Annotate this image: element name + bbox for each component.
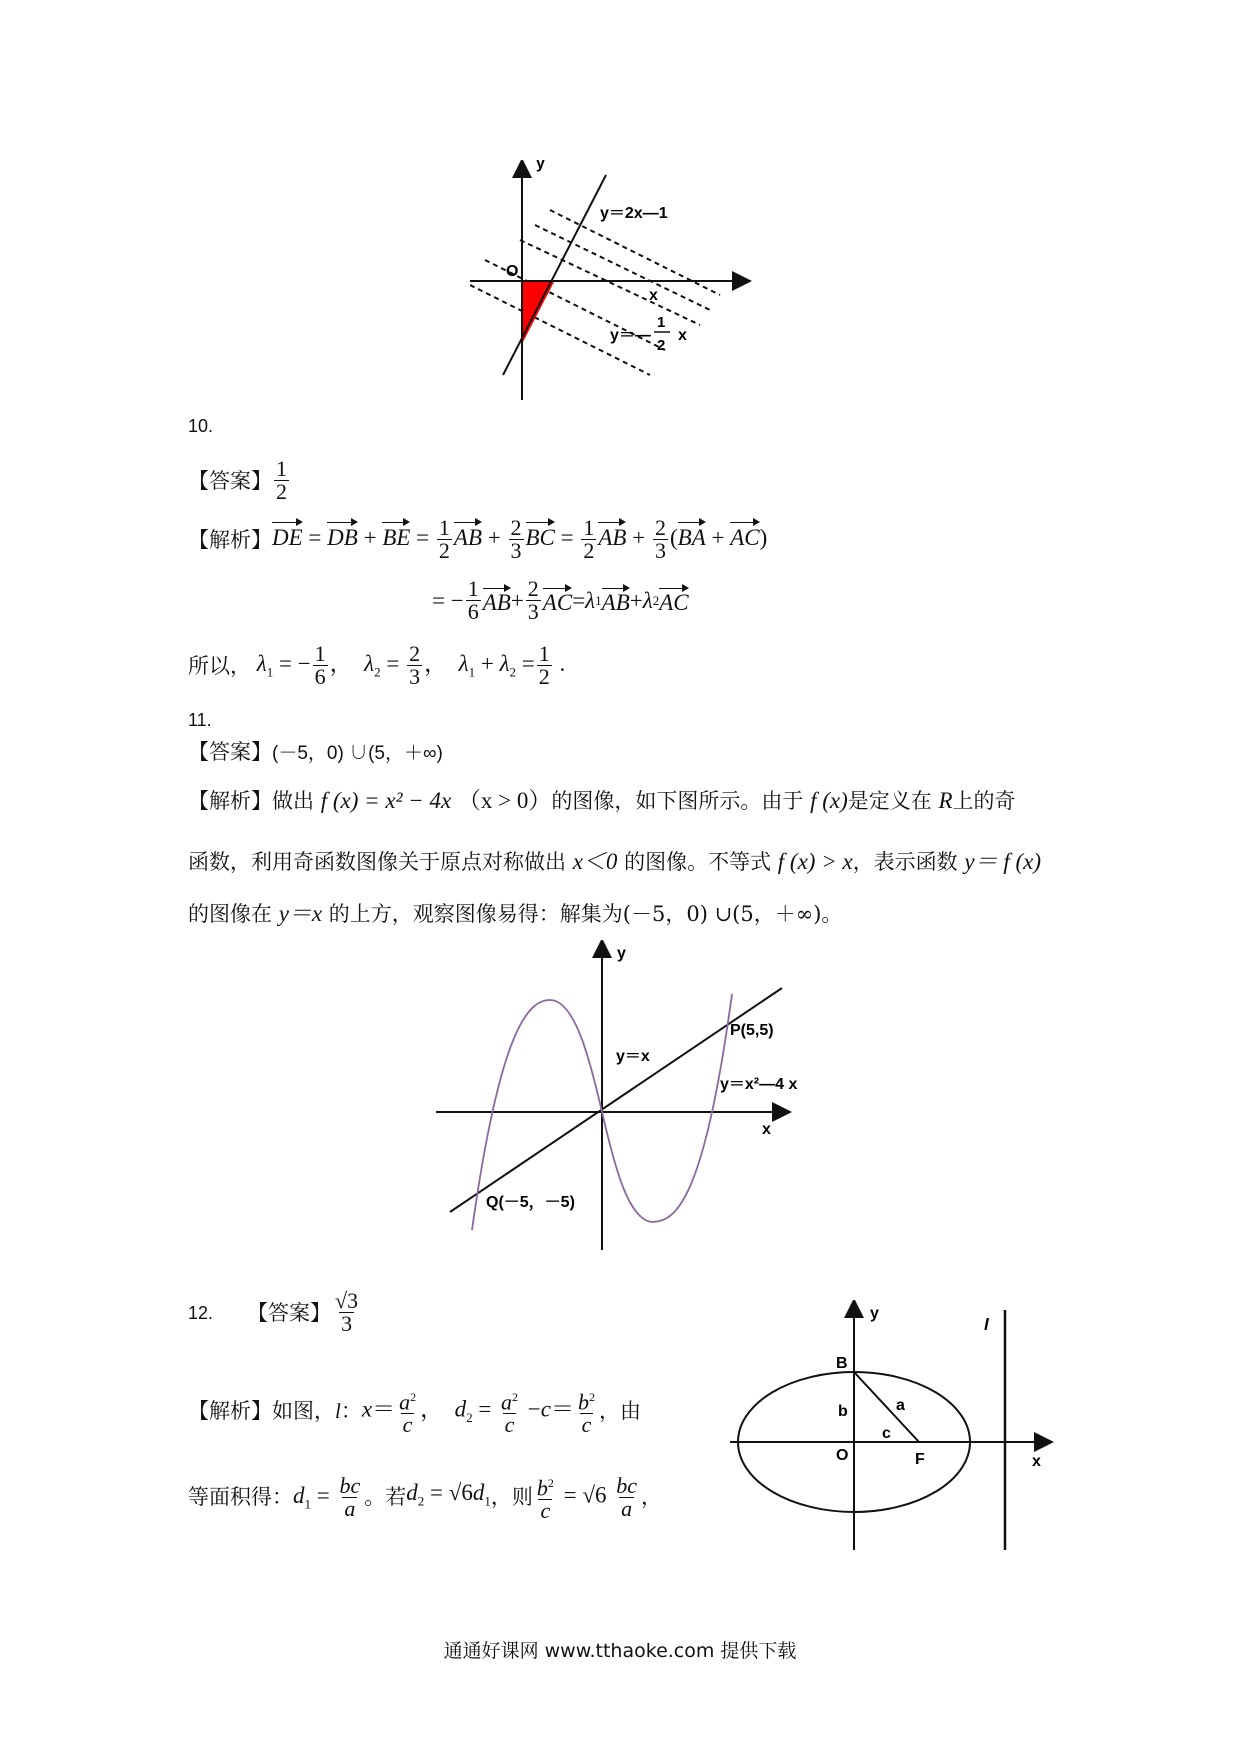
graph3-F-label: F [915, 1451, 925, 1468]
graph2-point-p: P(5,5) [730, 1022, 774, 1039]
q11-answer-value: (－5，0) ∪(5，＋∞) [272, 743, 443, 764]
graph1-dashed-label-num: 1 [657, 314, 666, 331]
graph1-line-label: y＝2x—1 [600, 205, 668, 222]
q12-answer-fraction: $\frac{√3}{3}$ [335, 1288, 359, 1336]
q11-answer-label: 【答案】 [188, 740, 272, 764]
q11-answer [188, 738, 443, 768]
q11-analysis-line2: 函数，利用奇函数图像关于原点对称做出 x＜0 的图像。不等式 f (x) > x，表示函数 y＝ f (x) [188, 849, 1042, 874]
q10-equation-1: DE = DB + BE = $\frac{1}{2}$ AB + $\frac{2}{3}$ BC = $\frac{1}{2}$ AB + $\frac{2}{3}$ (BA + AC) [272, 515, 768, 563]
graph3-a-label: a [896, 1397, 905, 1414]
q12-number: 12. [188, 1302, 214, 1323]
graph3-c-label: c [882, 1425, 891, 1442]
dashed-lines [470, 210, 720, 375]
graph-odd-function [430, 940, 820, 1260]
graph3-l-label: l [984, 1315, 989, 1334]
q12-answer-label: 【答案】 [247, 1300, 332, 1325]
graph1-dashed-label-suffix: x [678, 327, 687, 344]
q12-analysis-line1: 【解析】 如图， l ： x＝ $\frac{a^2}{c}$ ， $d_2$ = $\frac{a^2}{c}$ −c＝ $\frac{b^2}{c}$ ，由 [188, 1389, 641, 1438]
graph2-x-label: x [762, 1121, 771, 1138]
q10-analysis-line1 [188, 517, 767, 562]
q10-answer-fraction: $\frac{1}{2}$ [276, 456, 287, 504]
graph3-b-label: b [838, 1403, 848, 1420]
graph1-y-label: y [536, 160, 545, 172]
graph1-x-label: x [649, 287, 658, 304]
q10-analysis-label: 【解析】 [188, 527, 272, 552]
graph-linear-programming [470, 160, 800, 410]
graph1-origin-label: O [506, 263, 519, 280]
graph2-y-label: y [617, 945, 626, 962]
q10-answer [188, 458, 291, 503]
graph1-dashed-label-prefix: y＝— [610, 327, 651, 344]
graph1-dashed-label-den: 2 [657, 337, 666, 354]
q11-analysis-line3: 的图像在 y＝x 的上方，观察图像易得：解集为(－5，0) ∪(5，＋∞)。 [188, 901, 843, 926]
graph3-y-label: y [870, 1305, 879, 1322]
graph2-line-label: y＝x [616, 1048, 650, 1065]
graph3-B-label: B [836, 1355, 848, 1372]
q12-analysis-line2: 等面积得： $d_1$ = $\frac{bc}{a}$ 。若 $d_2 = √6d_1$ ，则 $\frac{b^2}{c}$ = √6 $\frac{bc}{a}$ ， [188, 1472, 662, 1524]
q11-analysis-line1: 【解析】做出 f (x) = x² − 4x （x > 0）的图像，如下图所示。由于 f (x)是定义在 R上的奇 [188, 788, 1016, 813]
q10-equation-2: = − $\frac{1}{6}$ AB + $\frac{2}{3}$ AC = λ 1 AB + λ 2 AC [432, 576, 689, 624]
graph3-O-label: O [836, 1447, 849, 1464]
q12-answer [188, 1290, 362, 1335]
q10-answer-label: 【答案】 [188, 468, 272, 493]
graph2-point-q: Q(－5，－5) [486, 1194, 575, 1211]
q11-number: 11. [188, 710, 212, 730]
graph-ellipse [730, 1300, 1060, 1560]
footer-text: 通通好课网 www.tthaoke.com 提供下载 [443, 1640, 797, 1662]
feasible-region [522, 280, 555, 344]
graph2-curve-label: y＝x²—4 x [720, 1076, 798, 1093]
q10-conclusion: 所以， $\lambda_1$ = − $\frac{1}{6}$ ， $\lambda_2$ = $\frac{2}{3}$ ， $\lambda_1 + \lambda_2$ = $\frac{1}{2}$ . [188, 641, 566, 689]
q10-number: 10. [188, 416, 214, 436]
graph3-x-label: x [1032, 1453, 1041, 1470]
